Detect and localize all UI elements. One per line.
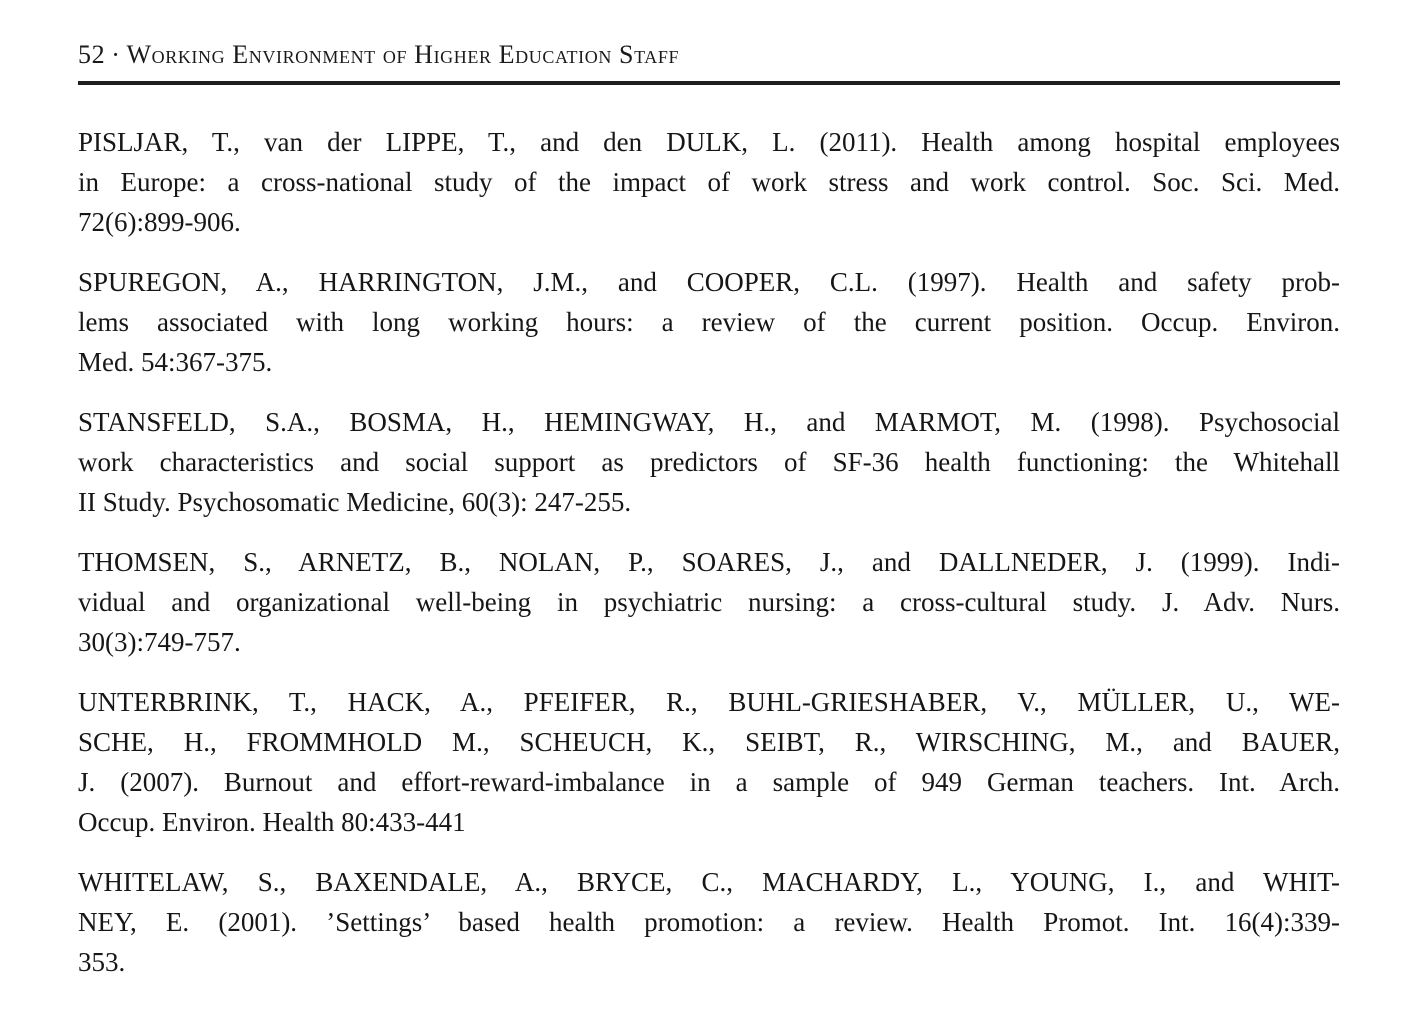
reference-line: in Europe: a cross-national study of the impact of work stress and work control. Soc. Sci. Med. — [78, 167, 1340, 197]
reference-line: J. (2007). Burnout and effort-reward-imbalance in a sample of 949 German teachers. Int. Arch. — [78, 767, 1340, 797]
reference-line: NEY, E. (2001). ’Settings’ based health promotion: a review. Health Promot. Int. 16(4):339- — [78, 907, 1340, 937]
reference-line: Med. 54:367-375. — [78, 347, 273, 377]
reference-line: SPUREGON, A., HARRINGTON, J.M., and COOPER, C.L. (1997). Health and safety prob- — [78, 267, 1340, 297]
page-number: 52 — [78, 40, 106, 69]
header-rule — [78, 81, 1340, 85]
reference-line: II Study. Psychosomatic Medicine, 60(3): 247-255. — [78, 487, 632, 517]
reference-line: vidual and organizational well-being in psychiatric nursing: a cross-cultural study. J. Adv. Nurs. — [78, 587, 1340, 617]
reference-line: WHITELAW, S., BAXENDALE, A., BRYCE, C., MACHARDY, L., YOUNG, I., and WHIT- — [78, 867, 1340, 897]
reference-entry — [78, 262, 1340, 382]
reference-line: 353. — [78, 947, 126, 977]
reference-entry — [78, 402, 1340, 522]
reference-entry — [78, 682, 1340, 842]
reference-line: lems associated with long working hours: a review of the current position. Occup. Environ. — [78, 307, 1340, 337]
reference-entry — [78, 122, 1340, 242]
reference-line: STANSFELD, S.A., BOSMA, H., HEMINGWAY, H., and MARMOT, M. (1998). Psychosocial — [78, 407, 1340, 437]
page-header — [78, 40, 1340, 70]
header-separator: · — [111, 40, 121, 69]
reference-line: SCHE, H., FROMMHOLD M., SCHEUCH, K., SEIBT, R., WIRSCHING, M., and BAUER, — [78, 727, 1340, 757]
reference-line: work characteristics and social support as predictors of SF-36 health functioning: the Whitehall — [78, 447, 1340, 477]
running-title: Working Environment of Higher Education Staff — [126, 40, 680, 69]
reference-entry — [78, 542, 1340, 662]
reference-line: 30(3):749-757. — [78, 627, 241, 657]
references-list — [78, 122, 1340, 982]
reference-entry — [78, 862, 1340, 982]
reference-line: Occup. Environ. Health 80:433-441 — [78, 807, 466, 837]
reference-line: 72(6):899-906. — [78, 207, 241, 237]
reference-line: UNTERBRINK, T., HACK, A., PFEIFER, R., BUHL-GRIESHABER, V., MÜLLER, U., WE- — [78, 687, 1340, 717]
reference-line: THOMSEN, S., ARNETZ, B., NOLAN, P., SOARES, J., and DALLNEDER, J. (1999). Indi- — [78, 547, 1340, 577]
reference-line: PISLJAR, T., van der LIPPE, T., and den DULK, L. (2011). Health among hospital employees — [78, 127, 1340, 157]
